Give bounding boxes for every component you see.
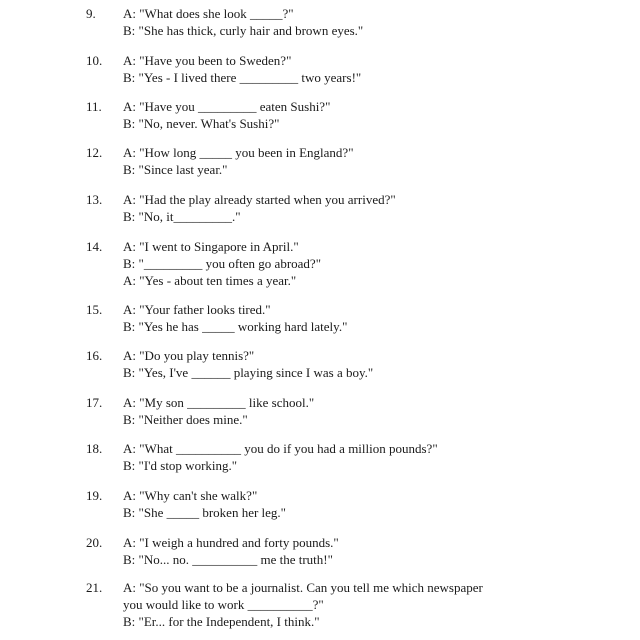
dialogue-line: A: "So you want to be a journalist. Can you tell me which newspaper [123, 580, 483, 595]
dialogue-line: A: "What __________ you do if you had a million pounds?" [123, 441, 438, 456]
dialogue-line: B: "Neither does mine." [123, 412, 248, 427]
dialogue-line: A: "Have you _________ eaten Sushi?" [123, 99, 331, 114]
dialogue-line: B: "Yes he has _____ working hard lately." [123, 319, 348, 334]
dialogue-line: A: "I weigh a hundred and forty pounds." [123, 535, 339, 550]
item-number: 20. [86, 535, 103, 550]
dialogue-line: B: "_________ you often go abroad?" [123, 256, 321, 271]
dialogue-line: you would like to work __________?" [123, 597, 324, 612]
dialogue-line: A: "Have you been to Sweden?" [123, 53, 292, 68]
dialogue-line: A: "Had the play already started when you arrived?" [123, 192, 396, 207]
dialogue-line: B: "I'd stop working." [123, 458, 238, 473]
dialogue-line: A: "Do you play tennis?" [123, 348, 255, 363]
dialogue-line: A: "Why can't she walk?" [123, 488, 258, 503]
dialogue-line: B: "Yes - I lived there _________ two years!" [123, 70, 362, 85]
item-number: 12. [86, 145, 103, 160]
dialogue-line: B: "She has thick, curly hair and brown eyes." [123, 23, 364, 38]
item-number: 13. [86, 192, 103, 207]
item-number: 18. [86, 441, 103, 456]
dialogue-line: B: "Since last year." [123, 162, 228, 177]
dialogue-line: B: "She _____ broken her leg." [123, 505, 286, 520]
item-number: 21. [86, 580, 103, 595]
dialogue-line: A: "What does she look _____?" [123, 6, 294, 21]
item-number: 17. [86, 395, 103, 410]
dialogue-line: B: "No... no. __________ me the truth!" [123, 552, 333, 567]
item-number: 11. [86, 99, 102, 114]
item-number: 14. [86, 239, 103, 254]
item-number: 19. [86, 488, 103, 503]
item-number: 15. [86, 302, 103, 317]
dialogue-line: B: "Yes, I've ______ playing since I was a boy." [123, 365, 374, 380]
item-number: 16. [86, 348, 103, 363]
item-number: 9. [86, 6, 96, 21]
dialogue-line: A: "Your father looks tired." [123, 302, 271, 317]
dialogue-line: B: "Er... for the Independent, I think." [123, 614, 320, 629]
dialogue-line: A: "My son _________ like school." [123, 395, 315, 410]
dialogue-line: A: "Yes - about ten times a year." [123, 273, 297, 288]
item-number: 10. [86, 53, 103, 68]
dialogue-line: A: "I went to Singapore in April." [123, 239, 299, 254]
dialogue-line: B: "No, it_________." [123, 209, 241, 224]
dialogue-line: B: "No, never. What's Sushi?" [123, 116, 280, 131]
dialogue-line: A: "How long _____ you been in England?" [123, 145, 354, 160]
